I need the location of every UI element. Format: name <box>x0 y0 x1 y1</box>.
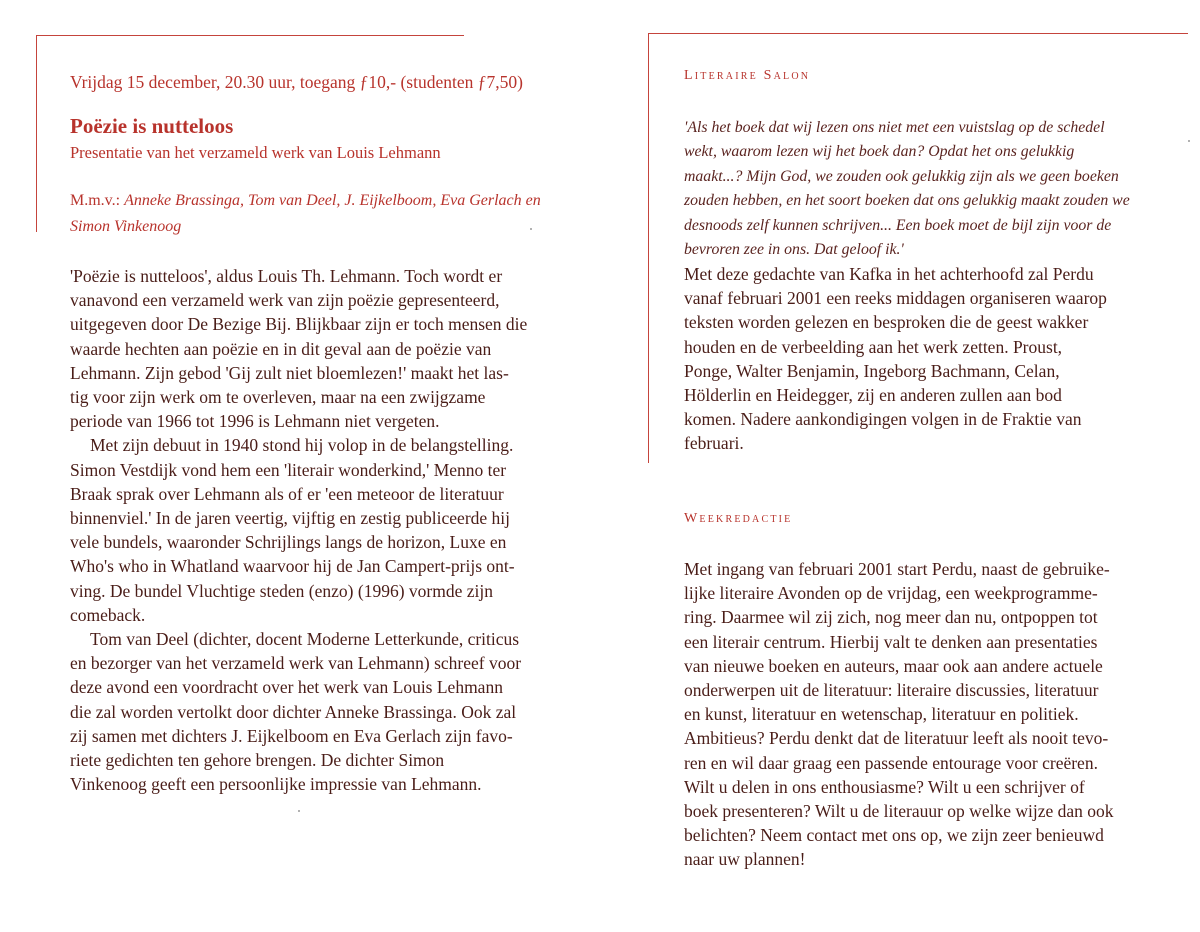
text-line: belichten? Neem contact met ons op, we zijn zeer benieuwd <box>684 825 1104 846</box>
article-body <box>70 264 580 796</box>
text-line: Met deze gedachte van Kafka in het achterhoofd zal Perdu <box>684 264 1094 284</box>
text-line: Wilt u delen in ons enthousiasme? Wilt u een schrijver of <box>684 776 1085 797</box>
kafka-quote <box>684 116 1174 262</box>
quote-line: bevroren zee in ons. Dat geloof ik.' <box>684 241 904 259</box>
text-line: vele bundels, waaronder Schrijlings langs de horizon, Luxe en <box>70 532 507 553</box>
text-line: komen. Nadere aankondigingen volgen in de Fraktie van <box>684 409 1082 430</box>
paragraph-2 <box>70 433 580 627</box>
text-line: Ambitieus? Perdu denkt dat de literatuur leeft als nooit tevo- <box>684 728 1109 749</box>
text-line: ring. Daarmee wil zij zich, nog meer dan nu, ontpoppen tot <box>684 607 1098 628</box>
text-line: Met ingang van februari 2001 start Perdu, naast de gebruike- <box>684 559 1110 579</box>
text-line: en bezorger van het verzameld werk van Lehmann) schreef voor <box>70 653 522 674</box>
quote-line: wekt, waarom lezen wij het boek dan? Opdat het ons gelukkig <box>684 143 1075 161</box>
text-line: februari. <box>684 433 744 454</box>
top-rule-right <box>648 33 1188 34</box>
text-line: uitgegeven door De Bezige Bij. Blijkbaar zijn er toch mensen die <box>70 314 528 335</box>
literaire-salon-body <box>684 262 1184 456</box>
text-line: ren en wil daar graag een passende entourage voor creëren. <box>684 752 1098 773</box>
paper-speck <box>530 228 532 230</box>
paper-speck <box>1188 140 1190 142</box>
page-title: Poëzie is nutteloos <box>70 114 234 138</box>
quote-line: zouden hebben, en het soort boeken dat ons gelukkig maakt zouden we <box>684 192 1130 210</box>
contributors-names-line1: Anneke Brassinga, Tom van Deel, J. Eijkelboom, Eva Gerlach en <box>124 192 541 209</box>
text-line: van nieuwe boeken en auteurs, maar ook aan andere actuele <box>684 655 1103 676</box>
contributors-names-line2: Simon Vinkenoog <box>70 218 182 235</box>
contributors <box>70 188 580 240</box>
quote-line: 'Als het boek dat wij lezen ons niet met een vuistslag op de schedel <box>684 119 1105 136</box>
contributors-prefix: M.m.v.: <box>70 192 121 209</box>
text-line: Met zijn debuut in 1940 stond hij volop in de belangstelling. <box>90 435 514 456</box>
text-line: Vinkenoog geeft een persoonlijke impressie van Lehmann. <box>70 774 482 795</box>
text-line: lijke literaire Avonden op de vrijdag, een weekprogramme- <box>684 583 1098 604</box>
quote-line: maakt...? Mijn God, we zouden ook gelukkig zijn als we geen boeken <box>684 167 1119 185</box>
text-line: naar uw plannen! <box>684 849 806 870</box>
section-heading-weekredactie: Weekredactie <box>684 511 793 526</box>
text-line: en kunst, literatuur en wetenschap, literatuur en politiek. <box>684 704 1079 725</box>
right-page <box>600 0 1200 932</box>
text-line: een literair centrum. Hierbij valt te denken aan presentaties <box>684 631 1098 652</box>
section-heading-literaire-salon: Literaire Salon <box>684 68 811 83</box>
paper-speck <box>298 810 300 812</box>
text-line: zij samen met dichters J. Eijkelboom en Eva Gerlach zijn favo- <box>70 725 513 746</box>
text-line: 'Poëzie is nutteloos', aldus Louis Th. Lehmann. Toch wordt er <box>70 266 503 286</box>
text-line: waarde hechten aan poëzie en in dit geval aan de poëzie van <box>70 338 492 359</box>
side-rule-left <box>36 35 37 232</box>
paragraph-3 <box>70 627 580 796</box>
top-rule-left <box>36 35 464 36</box>
text-line: ving. De bundel Vluchtige steden (enzo) (1996) vormde zijn <box>70 580 493 601</box>
text-line: deze avond een voordracht over het werk van Louis Lehmann <box>70 677 503 698</box>
text-line: teksten worden gelezen en besproken die de geest wakker <box>684 312 1089 333</box>
weekredactie-body <box>684 557 1184 872</box>
text-line: vanavond een verzameld werk van zijn poëzie gepresenteerd, <box>70 290 500 311</box>
text-line: periode van 1966 tot 1996 is Lehmann niet vergeten. <box>70 411 440 432</box>
text-line: Braak sprak over Lehmann als of er 'een meteoor de literatuur <box>70 483 504 504</box>
text-line: comeback. <box>70 604 146 625</box>
text-line: Hölderlin en Heidegger, zij en anderen zullen aan bod <box>684 385 1062 406</box>
side-rule-right <box>648 33 649 463</box>
text-line: Tom van Deel (dichter, docent Moderne Letterkunde, criticus <box>90 629 520 650</box>
text-line: Who's who in Whatland waarvoor hij de Jan Campert-prijs ont- <box>70 556 515 577</box>
text-line: binnenviel.' In de jaren veertig, vijftig en zestig publiceerde hij <box>70 508 511 529</box>
text-line: Ponge, Walter Benjamin, Ingeborg Bachmann, Celan, <box>684 360 1060 381</box>
page-subtitle: Presentatie van het verzameld werk van Louis Lehmann <box>70 143 441 162</box>
text-line: onderwerpen uit de literatuur: literaire discussies, literatuur <box>684 680 1099 701</box>
text-line: houden en de verbeelding aan het werk zetten. Proust, <box>684 336 1063 357</box>
text-line: vanaf februari 2001 een reeks middagen organiseren waarop <box>684 288 1107 309</box>
event-meta: Vrijdag 15 december, 20.30 uur, toegang ƒ10,- (studenten ƒ7,50) <box>70 72 523 92</box>
text-line: Simon Vestdijk vond hem een 'literair wonderkind,' Menno ter <box>70 459 507 480</box>
quote-line: desnoods zelf kunnen schrijven... Een boek moet de bijl zijn voor de <box>684 216 1112 234</box>
paragraph-1 <box>70 264 580 433</box>
text-line: die zal worden vertolkt door dichter Anneke Brassinga. Ook zal <box>70 701 517 722</box>
text-line: tig voor zijn werk om te overleven, maar na een zwijgzame <box>70 387 486 408</box>
text-line: boek presenteren? Wilt u de literauur op welke wijze dan ook <box>684 801 1114 822</box>
text-line: riete gedichten ten gehore brengen. De dichter Simon <box>70 750 445 771</box>
text-line: Lehmann. Zijn gebod 'Gij zult niet bloemlezen!' maakt het las- <box>70 362 509 383</box>
